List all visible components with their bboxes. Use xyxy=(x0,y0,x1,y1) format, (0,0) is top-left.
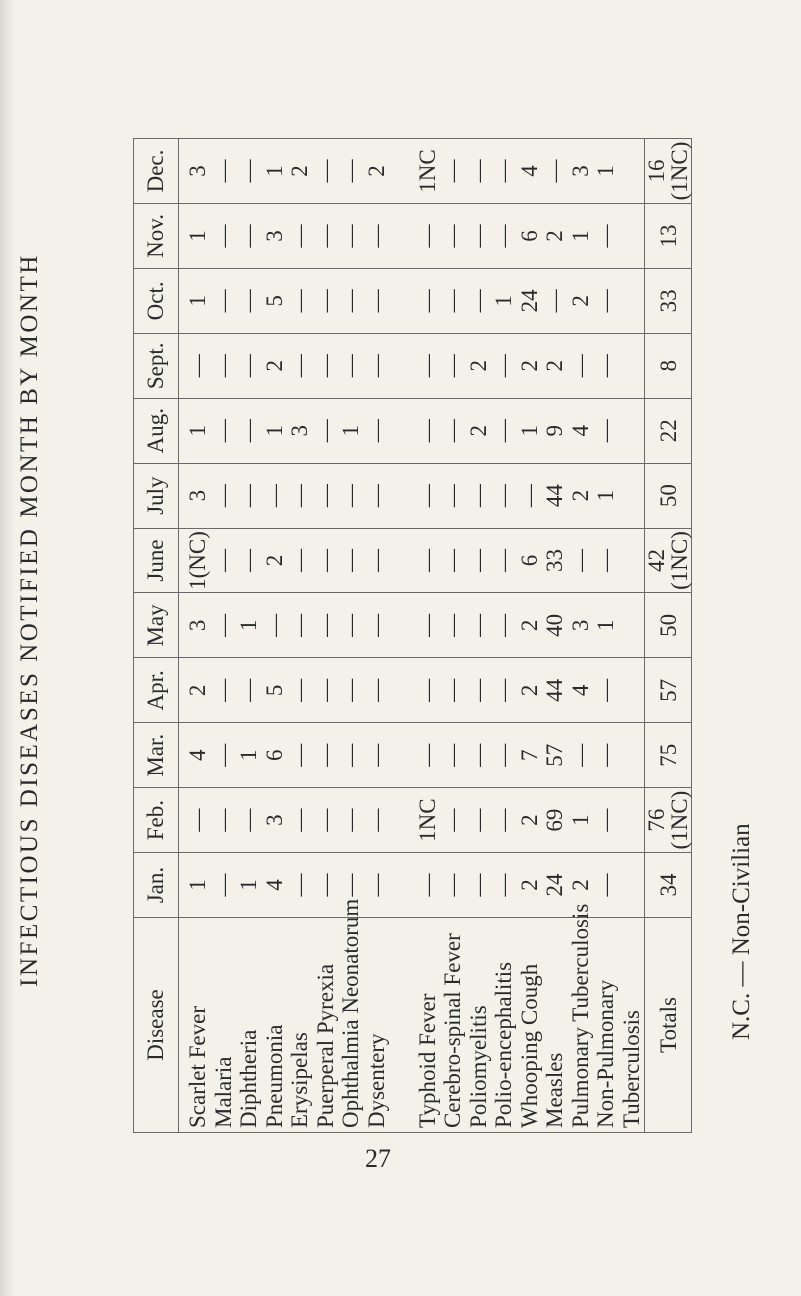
table-totals-row xyxy=(645,139,692,1133)
value-group-spacer xyxy=(389,464,415,528)
value-group-spacer xyxy=(389,658,415,722)
disease-name: Poliomyelitis xyxy=(465,1005,491,1128)
case-count: 6 xyxy=(261,749,287,761)
case-count: — xyxy=(414,549,440,573)
case-count: — xyxy=(414,613,440,637)
case-count: 1 xyxy=(236,749,261,761)
case-count: — xyxy=(516,484,542,508)
table-body-row xyxy=(179,139,645,1133)
case-count: 9 xyxy=(542,424,567,437)
month-column-header: Aug. xyxy=(134,398,179,463)
case-count: — xyxy=(440,808,465,832)
case-count: — xyxy=(287,224,312,248)
case-count: — xyxy=(312,224,338,248)
case-count: — xyxy=(210,873,236,897)
month-total: 50 xyxy=(645,593,692,658)
case-count: 1NC xyxy=(414,798,440,842)
case-count xyxy=(619,723,645,787)
month-values-cell xyxy=(179,204,645,269)
case-count: — xyxy=(236,159,261,183)
disease-name: Tuberculosis xyxy=(618,1010,644,1128)
case-count: — xyxy=(567,743,593,767)
case-count: — xyxy=(312,873,338,897)
case-count: 2 xyxy=(567,879,593,891)
case-count: 1 xyxy=(516,424,542,437)
month-total: 50 xyxy=(645,463,692,528)
month-column-header: July xyxy=(134,463,179,528)
case-count: 4 xyxy=(567,424,593,437)
case-count: — xyxy=(465,224,491,248)
case-count: 2 xyxy=(363,165,389,177)
case-count xyxy=(619,334,645,398)
case-count: 2 xyxy=(567,489,593,502)
case-count: — xyxy=(312,419,338,443)
case-count: — xyxy=(363,419,389,443)
case-count: 3 xyxy=(261,230,287,242)
month-values-cell xyxy=(179,333,645,398)
month-column-header: June xyxy=(134,528,179,593)
case-count: — xyxy=(465,808,491,832)
case-count: — xyxy=(593,289,618,313)
case-count: — xyxy=(363,484,389,508)
case-count: 6 xyxy=(516,230,542,242)
disease-name: Polio-encephalitis xyxy=(491,961,516,1128)
disease-name: Dysentery xyxy=(363,1033,389,1128)
case-count: — xyxy=(312,678,338,702)
case-count: — xyxy=(593,743,618,767)
case-count: — xyxy=(440,873,465,897)
case-count: — xyxy=(236,289,261,313)
value-group-spacer xyxy=(389,853,415,917)
month-total: 16 (1NC) xyxy=(645,139,692,204)
case-count: 2 xyxy=(542,360,567,372)
case-count: — xyxy=(210,289,236,313)
case-count: 1 xyxy=(593,619,618,632)
case-count: 57 xyxy=(542,743,567,767)
case-count xyxy=(619,593,645,657)
case-count: — xyxy=(440,289,465,313)
case-count: — xyxy=(491,873,516,897)
value-group-spacer xyxy=(389,788,415,852)
case-count: 1 xyxy=(236,879,261,891)
case-count: 44 xyxy=(542,678,567,702)
case-count: 40 xyxy=(542,613,567,637)
case-count: — xyxy=(236,678,261,702)
case-count: 1 xyxy=(261,424,287,437)
case-count: — xyxy=(440,613,465,637)
case-count: 2 xyxy=(516,684,542,697)
case-count xyxy=(619,788,645,852)
case-count: — xyxy=(491,808,516,832)
case-count: — xyxy=(414,873,440,897)
case-count: — xyxy=(593,678,618,702)
month-values-cell xyxy=(179,463,645,528)
disease-name: Puerperal Pyrexia xyxy=(312,963,338,1128)
table-header-row xyxy=(134,139,179,1133)
case-count: — xyxy=(287,808,312,832)
month-column-header: Feb. xyxy=(134,788,179,853)
case-count: — xyxy=(440,224,465,248)
case-count: — xyxy=(414,678,440,702)
month-values-cell xyxy=(179,593,645,658)
month-values-cell xyxy=(179,658,645,723)
case-count: — xyxy=(465,289,491,313)
case-count: — xyxy=(593,224,618,248)
case-count: — xyxy=(210,549,236,573)
case-count: — xyxy=(236,549,261,573)
case-count: 3 xyxy=(185,489,210,502)
value-group-spacer xyxy=(389,529,415,593)
case-count: — xyxy=(210,678,236,702)
case-count: — xyxy=(491,484,516,508)
case-count: — xyxy=(465,678,491,702)
monthly-notifications-table-frame xyxy=(133,138,692,1133)
case-count: — xyxy=(338,159,363,183)
case-count: — xyxy=(465,549,491,573)
case-count: — xyxy=(363,808,389,832)
case-count: 1 xyxy=(567,814,593,826)
case-count: — xyxy=(338,224,363,248)
month-column-header: Sept. xyxy=(134,333,179,398)
case-count: — xyxy=(312,549,338,573)
value-group-spacer xyxy=(389,269,415,333)
case-count: — xyxy=(465,484,491,508)
disease-group-spacer xyxy=(389,918,415,1128)
case-count: 2 xyxy=(261,360,287,372)
case-count: 2 xyxy=(185,684,210,697)
case-count: — xyxy=(593,419,618,443)
case-count: — xyxy=(287,678,312,702)
case-count: — xyxy=(491,419,516,443)
case-count: 1 xyxy=(491,295,516,307)
case-count: — xyxy=(210,613,236,637)
case-count: — xyxy=(414,484,440,508)
case-count: — xyxy=(363,678,389,702)
case-count xyxy=(619,658,645,722)
case-count: — xyxy=(338,484,363,508)
case-count: — xyxy=(210,354,236,378)
case-count: — xyxy=(338,289,363,313)
disease-name: Measles xyxy=(542,1052,567,1128)
case-count: 2 xyxy=(516,879,542,891)
footnote-non-civilian: N.C. — Non-Civilian xyxy=(728,823,755,1040)
case-count: — xyxy=(185,808,210,832)
case-count: 5 xyxy=(261,684,287,697)
disease-name: Diphtheria xyxy=(236,1029,261,1128)
case-count: — xyxy=(312,484,338,508)
month-column-header: May xyxy=(134,593,179,658)
case-count: 2 xyxy=(542,230,567,242)
case-count: — xyxy=(338,354,363,378)
case-count: — xyxy=(491,678,516,702)
case-count: — xyxy=(414,224,440,248)
case-count: — xyxy=(338,743,363,767)
case-count: 1 xyxy=(261,165,287,177)
page-number: 27 xyxy=(365,1144,391,1173)
case-count: — xyxy=(593,354,618,378)
case-count: 5 xyxy=(261,295,287,307)
case-count: 24 xyxy=(516,289,542,313)
case-count: — xyxy=(542,159,567,183)
case-count: — xyxy=(287,743,312,767)
case-count: — xyxy=(210,743,236,767)
case-count: — xyxy=(440,743,465,767)
month-values-cell xyxy=(179,268,645,333)
case-count: — xyxy=(363,743,389,767)
disease-name: Pulmonary Tuberculosis xyxy=(567,903,593,1128)
case-count: — xyxy=(414,354,440,378)
case-count: 2 xyxy=(516,360,542,372)
case-count: 2 xyxy=(516,619,542,632)
case-count: 4 xyxy=(516,165,542,177)
case-count: 4 xyxy=(261,879,287,891)
case-count xyxy=(619,853,645,917)
disease-name: Non-Pulmonary xyxy=(593,979,618,1128)
case-count: — xyxy=(491,743,516,767)
case-count: 1 xyxy=(185,230,210,242)
disease-column-header: Disease xyxy=(134,918,179,1133)
case-count: 69 xyxy=(542,808,567,832)
case-count: — xyxy=(414,743,440,767)
case-count: — xyxy=(465,743,491,767)
case-count: — xyxy=(210,808,236,832)
case-count: — xyxy=(414,289,440,313)
case-count: — xyxy=(363,873,389,897)
case-count: — xyxy=(465,613,491,637)
totals-label: Totals xyxy=(645,918,692,1133)
case-count: 3 xyxy=(261,814,287,826)
case-count: — xyxy=(440,484,465,508)
month-total: 75 xyxy=(645,723,692,788)
disease-name: Typhoid Fever xyxy=(414,993,440,1128)
case-count: — xyxy=(363,354,389,378)
month-total: 22 xyxy=(645,398,692,463)
case-count: — xyxy=(287,613,312,637)
case-count xyxy=(619,464,645,528)
case-count: 1 xyxy=(236,619,261,632)
case-count: 2 xyxy=(465,424,491,437)
case-count: — xyxy=(593,808,618,832)
case-count: 1 xyxy=(593,165,618,177)
case-count: 1 xyxy=(593,489,618,502)
month-values-cell xyxy=(179,723,645,788)
case-count: — xyxy=(542,289,567,313)
case-count: — xyxy=(491,549,516,573)
case-count: — xyxy=(338,613,363,637)
case-count: — xyxy=(593,873,618,897)
case-count: — xyxy=(210,484,236,508)
case-count: — xyxy=(312,289,338,313)
value-group-spacer xyxy=(389,204,415,268)
case-count: — xyxy=(465,159,491,183)
case-count: — xyxy=(312,613,338,637)
month-column-header: Jan. xyxy=(134,853,179,918)
case-count xyxy=(619,399,645,463)
case-count: — xyxy=(465,873,491,897)
case-count: — xyxy=(440,678,465,702)
case-count: 1 xyxy=(338,424,363,437)
month-total: 8 xyxy=(645,333,692,398)
disease-name: Malaria xyxy=(210,1056,236,1128)
case-count: — xyxy=(593,549,618,573)
case-count: — xyxy=(491,159,516,183)
disease-list-cell xyxy=(179,898,645,1133)
month-column-header: Dec. xyxy=(134,139,179,204)
case-count: 3 xyxy=(287,424,312,437)
case-count: — xyxy=(440,354,465,378)
case-count: 3 xyxy=(567,165,593,177)
page-heading: INFECTIOUS DISEASES NOTIFIED MONTH BY MONTH xyxy=(16,253,43,987)
case-count: — xyxy=(414,419,440,443)
case-count: — xyxy=(440,549,465,573)
case-count: — xyxy=(236,419,261,443)
case-count: 2 xyxy=(287,165,312,177)
month-total: 76 (1NC) xyxy=(645,788,692,853)
monthly-notifications-table xyxy=(133,138,692,1133)
month-total: 33 xyxy=(645,268,692,333)
case-count: — xyxy=(236,808,261,832)
case-count: 1 xyxy=(567,230,593,242)
case-count: — xyxy=(287,484,312,508)
case-count: — xyxy=(338,808,363,832)
case-count: — xyxy=(491,224,516,248)
month-values-cell xyxy=(179,528,645,593)
case-count: — xyxy=(363,289,389,313)
case-count: — xyxy=(210,159,236,183)
case-count: 33 xyxy=(542,549,567,573)
value-group-spacer xyxy=(389,334,415,398)
month-column-header: Nov. xyxy=(134,204,179,269)
case-count: — xyxy=(210,419,236,443)
case-count: — xyxy=(185,354,210,378)
case-count: 7 xyxy=(516,749,542,761)
case-count: 1 xyxy=(185,424,210,437)
case-count: — xyxy=(338,873,363,897)
value-group-spacer xyxy=(389,139,415,203)
case-count: — xyxy=(491,354,516,378)
month-total: 42 (1NC) xyxy=(645,528,692,593)
case-count: 1NC xyxy=(414,149,440,193)
case-count: — xyxy=(567,354,593,378)
case-count: 44 xyxy=(542,484,567,508)
case-count: — xyxy=(338,678,363,702)
case-count: — xyxy=(363,613,389,637)
case-count xyxy=(619,204,645,268)
case-count: — xyxy=(491,613,516,637)
case-count: — xyxy=(363,224,389,248)
disease-name: Ophthalmia Neonatorum xyxy=(338,898,363,1128)
disease-name: Erysipelas xyxy=(287,1032,312,1128)
value-group-spacer xyxy=(389,593,415,657)
case-count: — xyxy=(261,484,287,508)
case-count: 24 xyxy=(542,873,567,897)
case-count: — xyxy=(287,354,312,378)
case-count: — xyxy=(363,549,389,573)
case-count: 3 xyxy=(185,165,210,177)
case-count: — xyxy=(210,224,236,248)
case-count: — xyxy=(236,484,261,508)
month-column-header: Mar. xyxy=(134,723,179,788)
case-count: — xyxy=(440,159,465,183)
month-values-cell xyxy=(179,398,645,463)
case-count: 2 xyxy=(567,295,593,307)
case-count xyxy=(619,269,645,333)
month-total: 57 xyxy=(645,658,692,723)
case-count: — xyxy=(236,224,261,248)
case-count: 2 xyxy=(516,814,542,826)
case-count: — xyxy=(312,159,338,183)
month-values-cell xyxy=(179,139,645,204)
case-count: 1 xyxy=(185,295,210,307)
month-total: 34 xyxy=(645,853,692,918)
case-count: 6 xyxy=(516,554,542,567)
case-count: — xyxy=(261,613,287,637)
case-count: — xyxy=(567,549,593,573)
case-count: — xyxy=(312,354,338,378)
month-total: 13 xyxy=(645,204,692,269)
case-count xyxy=(619,139,645,203)
disease-name: Scarlet Fever xyxy=(185,1006,210,1128)
case-count: 4 xyxy=(567,684,593,697)
disease-name: Cerebro-spinal Fever xyxy=(440,933,465,1128)
month-values-cell xyxy=(179,788,645,853)
case-count: — xyxy=(287,289,312,313)
value-group-spacer xyxy=(389,723,415,787)
case-count: — xyxy=(312,743,338,767)
case-count: 3 xyxy=(567,619,593,632)
disease-name: Whooping Cough xyxy=(516,963,542,1128)
month-column-header: Apr. xyxy=(134,658,179,723)
case-count xyxy=(619,529,645,593)
value-group-spacer xyxy=(389,399,415,463)
month-column-header: Oct. xyxy=(134,268,179,333)
case-count: — xyxy=(338,549,363,573)
case-count: 3 xyxy=(185,619,210,632)
case-count: 2 xyxy=(465,360,491,372)
disease-name: Pneumonia xyxy=(261,1024,287,1128)
case-count: 1(NC) xyxy=(185,531,210,590)
case-count: — xyxy=(312,808,338,832)
case-count: 1 xyxy=(185,879,210,891)
case-count: — xyxy=(287,549,312,573)
case-count: — xyxy=(287,873,312,897)
case-count: — xyxy=(440,419,465,443)
case-count: 4 xyxy=(185,749,210,761)
case-count: 2 xyxy=(261,554,287,567)
case-count: — xyxy=(236,354,261,378)
